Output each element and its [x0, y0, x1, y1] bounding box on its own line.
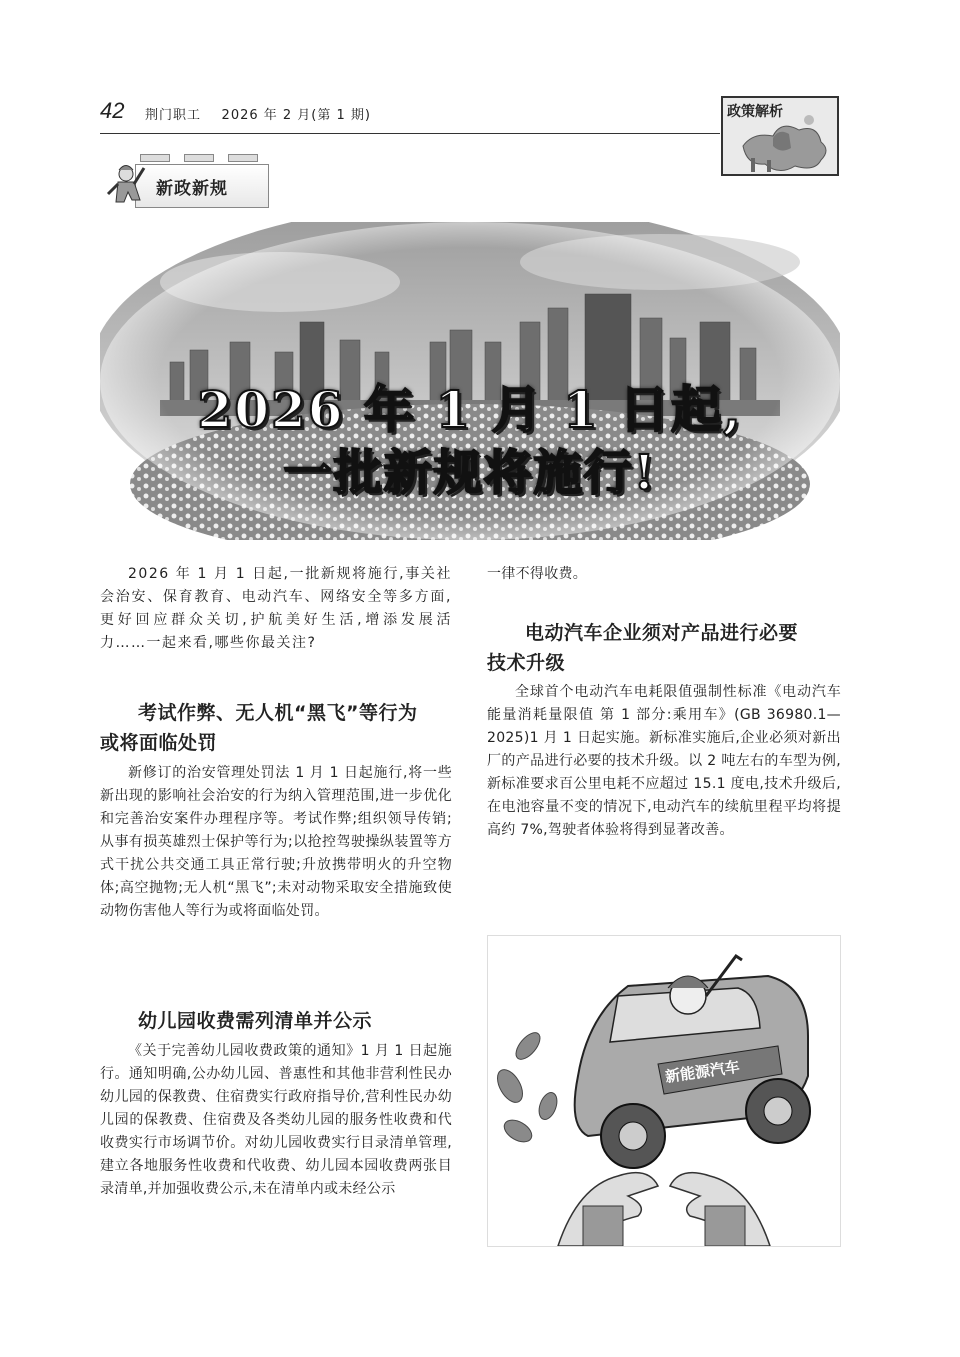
hero-title-line1: 2026 年 1 月 1 日起, [197, 380, 743, 439]
page-number: 42 [100, 98, 125, 123]
article1-heading-line1: 考试作弊、无人机“黑飞”等行为 [138, 702, 418, 724]
article2-text-continued: 一律不得收费。 [487, 566, 588, 582]
magazine-issue-line [145, 104, 371, 123]
article3-body [487, 681, 841, 842]
section-title: 新政新规 [156, 179, 228, 199]
article2-heading [100, 1006, 452, 1036]
car-label: 新能源汽车 [664, 1057, 741, 1086]
article3-heading-line2: 技术升级 [487, 652, 566, 674]
article3-heading-line1: 电动汽车企业须对产品进行必要 [525, 622, 799, 644]
article1-heading [100, 698, 452, 758]
hero-image [100, 222, 840, 540]
ev-car-drawing [488, 936, 840, 1246]
article2-body [100, 1040, 452, 1201]
column-label: 政策解析 [727, 104, 783, 120]
hero-title-line2: 一批新规将施行! [283, 445, 657, 501]
magazine-name: 荆门职工 [145, 108, 202, 123]
intro-text: 2026 年 1 月 1 日起,一批新规将施行,事关社会治安、保育教育、电动汽车、网络安全等多方面,更好回应群众关切,护航美好生活,增添发展活力……一起来看,哪些你最关注? [100, 566, 452, 651]
column-badge [721, 96, 839, 176]
ev-car-illustration [487, 935, 841, 1247]
article1-heading-line2: 或将面临处罚 [100, 732, 218, 754]
article3-text: 全球首个电动汽车电耗限值强制性标准《电动汽车能量消耗量限值 第 1 部分:乘用车》(GB 36980.1—2025)1 月 1 日起实施。新标准实施后,企业必须对新出厂的产品进行必要的技术升级。以 2 吨左右的车型为例,新标准要求百公里电耗不应超过 15.1 度电,技术升级后,在电池容量不变的情况下,电动汽车的续航里程平均将提高约 7%,驾驶者体验将得到显著改善。 [487, 684, 841, 838]
worker-figure-icon [100, 152, 150, 212]
intro-paragraph [100, 563, 452, 655]
article3-heading [487, 618, 841, 678]
article2-body-continued [487, 563, 841, 586]
article2-heading-line1: 幼儿园收费需列清单并公示 [138, 1010, 373, 1032]
article1-body [100, 762, 452, 923]
article1-text: 新修订的治安管理处罚法 1 月 1 日起施行,将一些新出现的影响社会治安的行为纳入管理范围,进一步优化和完善治安案件办理程序等。考试作弊;组织领导传销;从事有损英雄烈士保护等行为;以抢控驾驶操纵装置等方式干扰公共交通工具正常行驶;升放携带明火的升空物体;高空抛物;无人机“黑飞”;未对动物采取安全措施致使动物伤害他人等行为或将面临处罚。 [100, 765, 452, 919]
issue-date: 2026 年 2 月(第 1 期) [221, 108, 371, 123]
header-rule [100, 133, 720, 134]
article2-text: 《关于完善幼儿园收费政策的通知》1 月 1 日起施行。通知明确,公办幼儿园、普惠性和其他非营利性民办幼儿园的保教费、住宿费实行政府指导价,营利性民办幼儿园的保教费、住宿费及各类幼儿园的服务性收费和代收费实行市场调节价。对幼儿园收费实行目录清单管理,建立各地服务性收费和代收费、幼儿园本园收费两张目录清单,并加强收费公示,未在清单内或未经公示 [100, 1043, 452, 1197]
section-banner [100, 152, 270, 212]
